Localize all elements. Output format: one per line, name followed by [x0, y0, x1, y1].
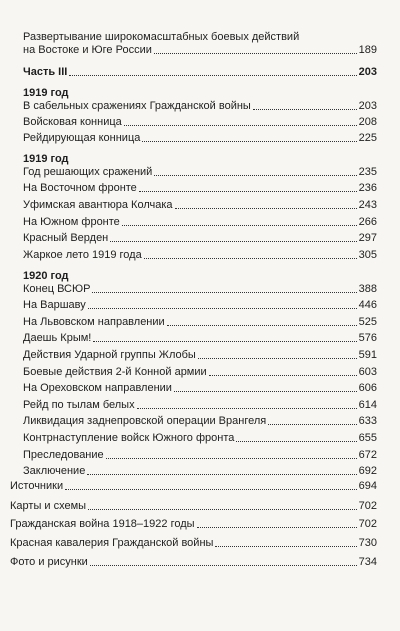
toc-entry-page: 672 — [358, 449, 377, 461]
toc-entry-title: В сабельных сражениях Гражданской войны — [23, 100, 251, 112]
toc-entry-page: 734 — [358, 556, 377, 568]
leader-dots — [268, 424, 356, 425]
leader-dots — [174, 391, 357, 392]
leader-dots — [122, 225, 357, 226]
toc-entry-title: Конец ВСЮР — [23, 283, 91, 295]
toc-entry-title: На Львовском направлении — [23, 316, 165, 328]
toc-entry-page: 235 — [358, 166, 377, 178]
toc-entry-page: 603 — [358, 366, 377, 378]
toc-entry-title: Красный Верден — [23, 232, 109, 244]
part-page: 203 — [358, 66, 377, 78]
toc-entry-page: 305 — [358, 249, 377, 261]
leader-dots — [137, 408, 357, 409]
toc-entry — [10, 516, 377, 531]
toc-entry-title: Даешь Крым! — [23, 332, 92, 344]
part-title: Часть III — [23, 66, 68, 78]
toc-entry-page: 606 — [358, 382, 377, 394]
toc-entry-title: Уфимская авантюра Колчака — [23, 199, 173, 211]
section-heading: 1919 год — [23, 153, 69, 165]
toc-entry — [23, 430, 377, 445]
toc-entry-page: 189 — [358, 44, 377, 56]
leader-dots — [88, 509, 357, 510]
leader-dots — [198, 358, 357, 359]
section-heading: 1920 год — [23, 270, 69, 282]
toc-entry-page: 730 — [358, 537, 377, 549]
toc-entry-title: Преследование — [23, 449, 104, 461]
toc-entry-page: 692 — [358, 465, 377, 477]
toc-entry-title: Контрнаступление войск Южного фронта — [23, 432, 235, 444]
leader-dots — [139, 191, 357, 192]
leader-dots — [110, 241, 356, 242]
toc-entry-page: 266 — [358, 216, 377, 228]
leader-dots — [87, 474, 356, 475]
toc-entry-title: На Восточном фронте — [23, 182, 137, 194]
leader-dots — [209, 375, 357, 376]
toc-entry-page: 388 — [358, 283, 377, 295]
toc-entry-page: 633 — [358, 415, 377, 427]
toc-entry-title: Боевые действия 2-й Конной армии — [23, 366, 207, 378]
toc-entry — [23, 297, 377, 312]
toc-entry — [23, 314, 377, 329]
leader-dots — [154, 175, 356, 176]
toc-entry-page: 243 — [358, 199, 377, 211]
toc-entry-page: 702 — [358, 500, 377, 512]
toc-entry — [23, 380, 377, 395]
toc-entry-title: На Ореховском направлении — [23, 382, 172, 394]
toc-entry — [23, 330, 377, 345]
toc-entry-page: 525 — [358, 316, 377, 328]
leader-dots — [90, 565, 357, 566]
leader-dots — [106, 458, 357, 459]
toc-part-heading — [23, 64, 377, 79]
toc-entry-title: Войсковая конница — [23, 116, 122, 128]
toc-entry-page: 203 — [358, 100, 377, 112]
toc-entry-title-line1: Развертывание широкомасштабных боевых действий — [23, 31, 300, 43]
leader-dots — [88, 308, 357, 309]
toc-entry-title: Заключение — [23, 465, 86, 477]
toc-entry — [23, 413, 377, 428]
toc-entry — [10, 554, 377, 569]
toc-entry-title: На Варшаву — [23, 299, 86, 311]
toc-entry-page: 297 — [358, 232, 377, 244]
leader-dots — [69, 75, 356, 76]
leader-dots — [93, 341, 356, 342]
toc-entry — [23, 130, 377, 145]
toc-entry — [10, 498, 377, 513]
leader-dots — [167, 325, 357, 326]
leader-dots — [92, 292, 356, 293]
leader-dots — [154, 53, 357, 54]
toc-entry — [10, 535, 377, 550]
toc-entry — [10, 478, 377, 493]
toc-entry-title: Красная кавалерия Гражданской войны — [10, 537, 214, 549]
toc-entry — [23, 214, 377, 229]
toc-entry — [23, 197, 377, 212]
leader-dots — [253, 109, 357, 110]
toc-entry-page: 694 — [358, 480, 377, 492]
toc-entry-title: Жаркое лето 1919 года — [23, 249, 142, 261]
toc-entry-title: Источники — [10, 480, 64, 492]
toc-entry-page: 225 — [358, 132, 377, 144]
toc-entry — [23, 247, 377, 262]
toc-entry-title: Рейд по тылам белых — [23, 399, 135, 411]
toc-entry-title: Фото и рисунки — [10, 556, 88, 568]
leader-dots — [65, 489, 357, 490]
toc-entry-title: Гражданская война 1918–1922 годы — [10, 518, 195, 530]
leader-dots — [144, 258, 357, 259]
leader-dots — [175, 208, 357, 209]
toc-entry — [23, 364, 377, 379]
toc-entry — [23, 281, 377, 296]
toc-entry — [23, 397, 377, 412]
toc-entry-title: Рейдирующая конница — [23, 132, 141, 144]
leader-dots — [236, 441, 356, 442]
toc-entry-page: 591 — [358, 349, 377, 361]
toc-entry-page: 655 — [358, 432, 377, 444]
leader-dots — [215, 546, 356, 547]
toc-entry — [23, 42, 377, 57]
leader-dots — [197, 527, 357, 528]
toc-entry — [23, 230, 377, 245]
toc-entry-page: 446 — [358, 299, 377, 311]
toc-entry — [23, 98, 377, 113]
toc-entry-page: 208 — [358, 116, 377, 128]
toc-entry-title: Год решающих сражений — [23, 166, 153, 178]
toc-entry-page: 236 — [358, 182, 377, 194]
toc-entry — [23, 347, 377, 362]
section-heading: 1919 год — [23, 87, 69, 99]
leader-dots — [124, 125, 357, 126]
toc-entry — [23, 463, 377, 478]
toc-entry — [23, 180, 377, 195]
toc-entry-page: 614 — [358, 399, 377, 411]
toc-entry-page: 576 — [358, 332, 377, 344]
toc-entry-title: На Южном фронте — [23, 216, 120, 228]
toc-entry-title: Карты и схемы — [10, 500, 87, 512]
toc-entry — [23, 164, 377, 179]
toc-entry-title: на Востоке и Юге России — [23, 44, 152, 56]
toc-entry — [23, 447, 377, 462]
toc-entry-page: 702 — [358, 518, 377, 530]
toc-entry-title: Действия Ударной группы Жлобы — [23, 349, 196, 361]
leader-dots — [142, 141, 356, 142]
toc-entry — [23, 114, 377, 129]
toc-entry-title: Ликвидация заднепровской операции Врангеля — [23, 415, 267, 427]
